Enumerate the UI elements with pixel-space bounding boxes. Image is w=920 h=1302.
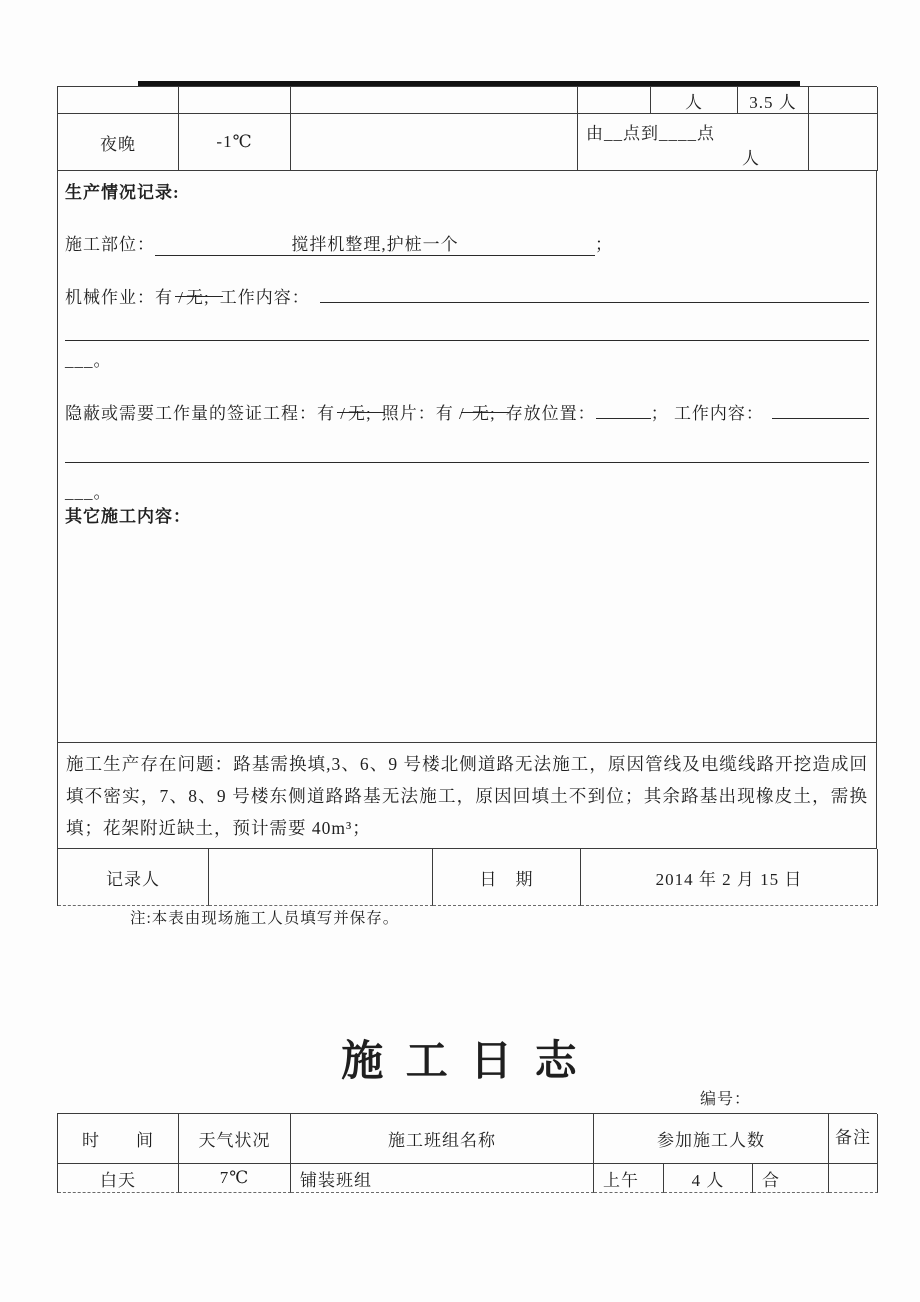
construction-part-blank: 搅拌机整理,护桩一个 xyxy=(155,235,595,256)
table-cell-empty xyxy=(291,114,578,171)
work-hours-blank: 由__点到____点 xyxy=(586,124,715,143)
machinery-none-struck: 无; xyxy=(184,283,212,308)
row-time-cell: 白天 xyxy=(58,1164,179,1193)
table-cell-empty xyxy=(179,87,291,114)
photo-label: 照片：有 / xyxy=(381,404,470,424)
people-unit-label: 人 xyxy=(742,149,760,168)
recorder-label-cell: 记录人 xyxy=(58,849,209,906)
recorder-row xyxy=(57,848,877,906)
work-content-blank xyxy=(772,398,869,419)
machinery-content-label: 工作内容： xyxy=(219,288,310,308)
people-unit-cell: 人 xyxy=(651,87,738,114)
machinery-content-blank xyxy=(320,282,869,303)
hidden-works-label: 隐蔽或需要工作量的签证工程：有 / xyxy=(65,404,346,424)
row-count-cell: 4 人 xyxy=(664,1164,753,1193)
table-cell-empty xyxy=(809,87,878,114)
header-workers: 参加施工人数 xyxy=(594,1114,829,1164)
separator: ； xyxy=(650,404,674,424)
row-period-cell: 上午 xyxy=(594,1164,664,1193)
production-record-section xyxy=(57,170,877,848)
machinery-line xyxy=(65,282,869,308)
construction-part-line xyxy=(65,230,869,256)
fill-line xyxy=(65,340,869,341)
header-crew: 施工班组名称 xyxy=(291,1114,594,1164)
footnote: 注:本表由现场施工人员填写并保存。 xyxy=(130,910,400,927)
header-weather: 天气状况 xyxy=(179,1114,291,1164)
serial-number-label: 编号： xyxy=(700,1091,752,1108)
row-crew-cell: 铺装班组 xyxy=(291,1164,594,1193)
hidden-none-struck-1: 无; xyxy=(346,399,374,424)
date-label-cell: 日 期 xyxy=(433,849,581,906)
photo-none-struck: 无; xyxy=(470,399,498,424)
problems-paragraph: 施工生产存在问题：路基需换填,3、6、9 号楼北侧道路无法施工，原因管线及电缆线路开挖造成回填不密实，7、8、9 号楼东侧道路路基无法施工，原因回填土不到位；其余路基出现橡皮土，需换填；花架附近缺土，预计需要 40m³； xyxy=(66,754,868,838)
row-remark-cell xyxy=(829,1164,878,1193)
construction-part-label: 施工部位： xyxy=(65,235,155,254)
construction-part-suffix: ； xyxy=(595,235,613,254)
row-total-cell: 合 xyxy=(753,1164,829,1193)
date-value-cell: 2014 年 2 月 15 日 xyxy=(581,849,878,906)
table-cell-empty xyxy=(578,87,651,114)
time-of-day-cell: 夜晚 xyxy=(58,114,179,171)
machinery-label: 机械作业：有 / xyxy=(65,288,184,308)
row-temp-cell: 7℃ xyxy=(179,1164,291,1193)
table-cell-empty xyxy=(809,114,878,171)
diary-table xyxy=(57,1113,877,1193)
storage-blank xyxy=(596,398,651,419)
recorder-signature-cell xyxy=(209,849,433,906)
temperature-cell: -1℃ xyxy=(179,114,291,171)
header-time: 时 间 xyxy=(58,1114,179,1164)
line-end-period: ___。 xyxy=(65,483,112,502)
fill-line xyxy=(65,462,869,463)
table-cell-empty xyxy=(58,87,179,114)
weather-table-continued xyxy=(57,86,877,171)
section-divider xyxy=(58,742,876,743)
page-title: 施 工 日 志 xyxy=(341,1039,579,1085)
work-content-label: 工作内容： xyxy=(673,404,764,424)
work-hours-cell xyxy=(578,114,809,171)
table-cell-empty xyxy=(291,87,578,114)
people-count-cell: 3.5 人 xyxy=(738,87,809,114)
section-title: 生产情况记录: xyxy=(65,183,180,202)
other-content-title: 其它施工内容： xyxy=(65,507,191,526)
storage-label: 存放位置： xyxy=(505,404,596,424)
line-end-period: ___。 xyxy=(65,351,112,370)
header-remark: 备注 xyxy=(829,1114,878,1164)
hidden-works-line xyxy=(65,398,869,424)
